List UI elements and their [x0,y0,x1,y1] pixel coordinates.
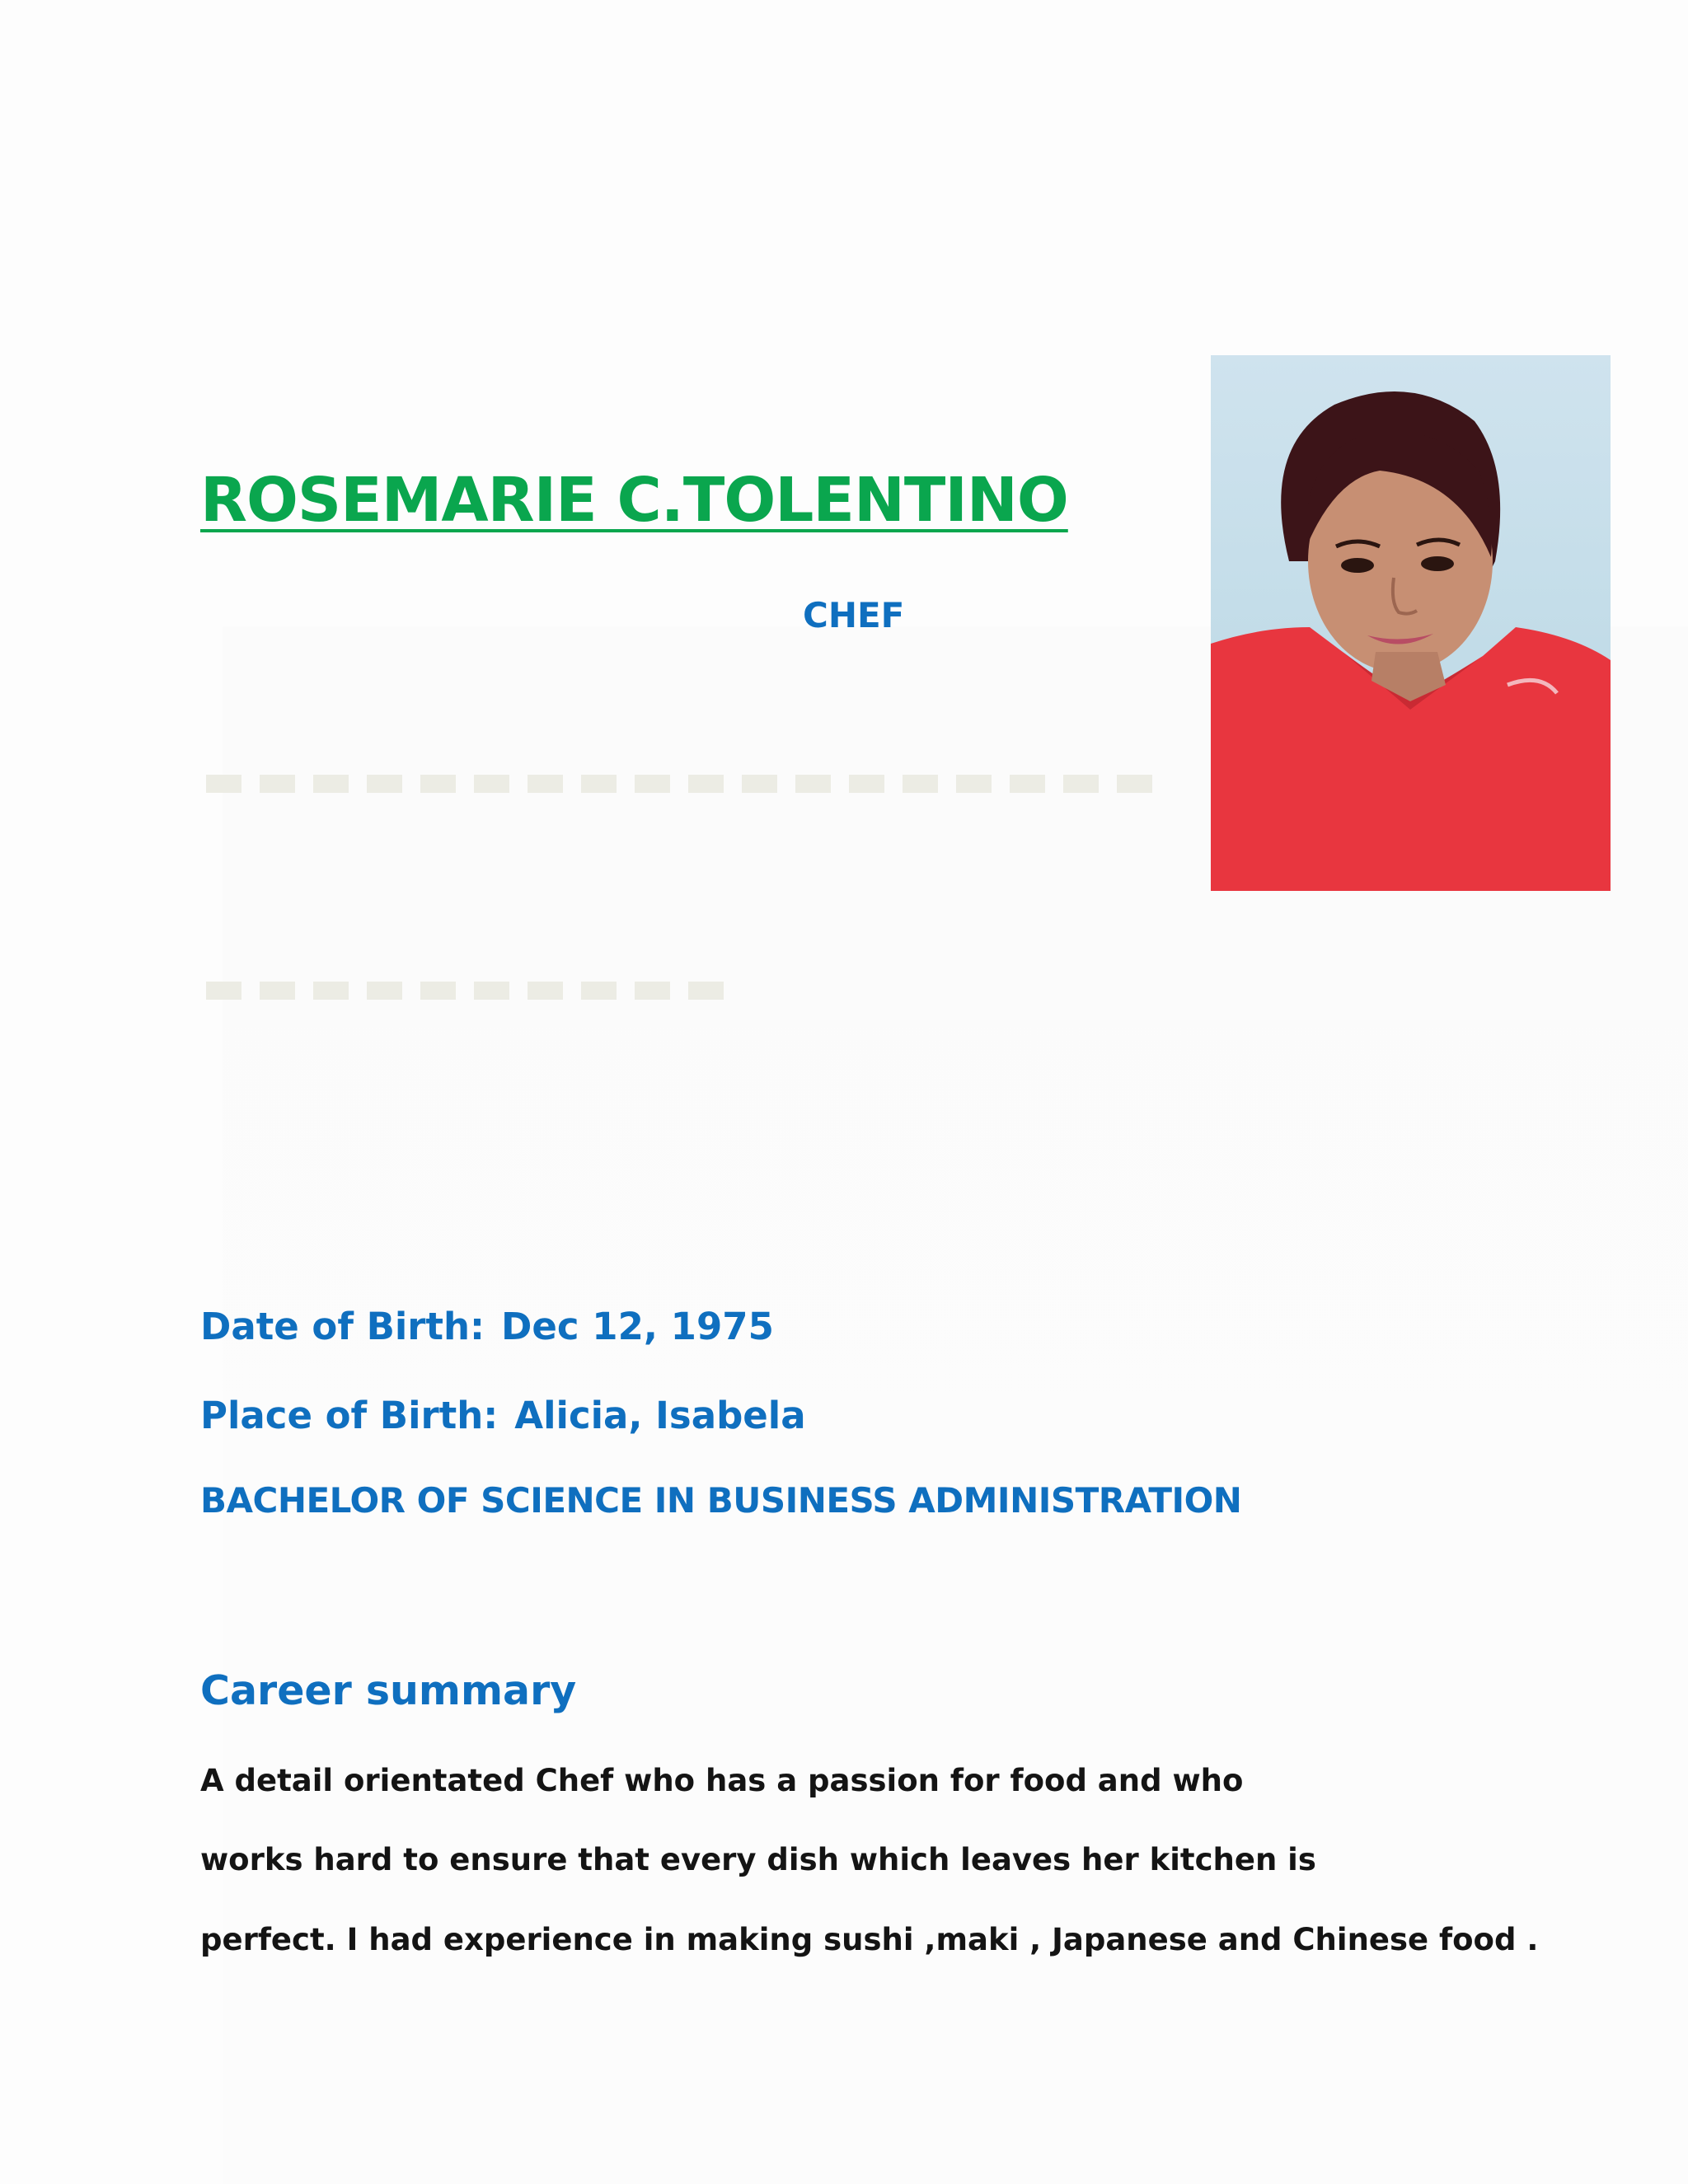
job-title: CHEF [803,595,905,635]
career-summary-heading: Career summary [200,1667,577,1714]
candidate-name: ROSEMARIE C.TOLENTINO [200,465,1068,536]
decorative-dash-row [206,982,724,1000]
pob-label: Place of Birth: [200,1394,499,1437]
place-of-birth [200,1394,806,1437]
degree: BACHELOR OF SCIENCE IN BUSINESS ADMINISTRATION [200,1480,1242,1521]
dob-label: Date of Birth: [200,1305,485,1348]
summary-line: works hard to ensure that every dish which leaves her kitchen is [200,1842,1316,1877]
summary-line: perfect. I had experience in making sushi ,maki , Japanese and Chinese food . [200,1922,1539,1957]
dob-value: Dec 12, 1975 [501,1305,774,1348]
decorative-dash-row [206,775,1152,793]
pob-value: Alicia, Isabela [514,1394,806,1437]
summary-line: A detail orientated Chef who has a passion for food and who [200,1763,1244,1798]
date-of-birth [200,1305,774,1348]
profile-photo [1211,355,1611,891]
